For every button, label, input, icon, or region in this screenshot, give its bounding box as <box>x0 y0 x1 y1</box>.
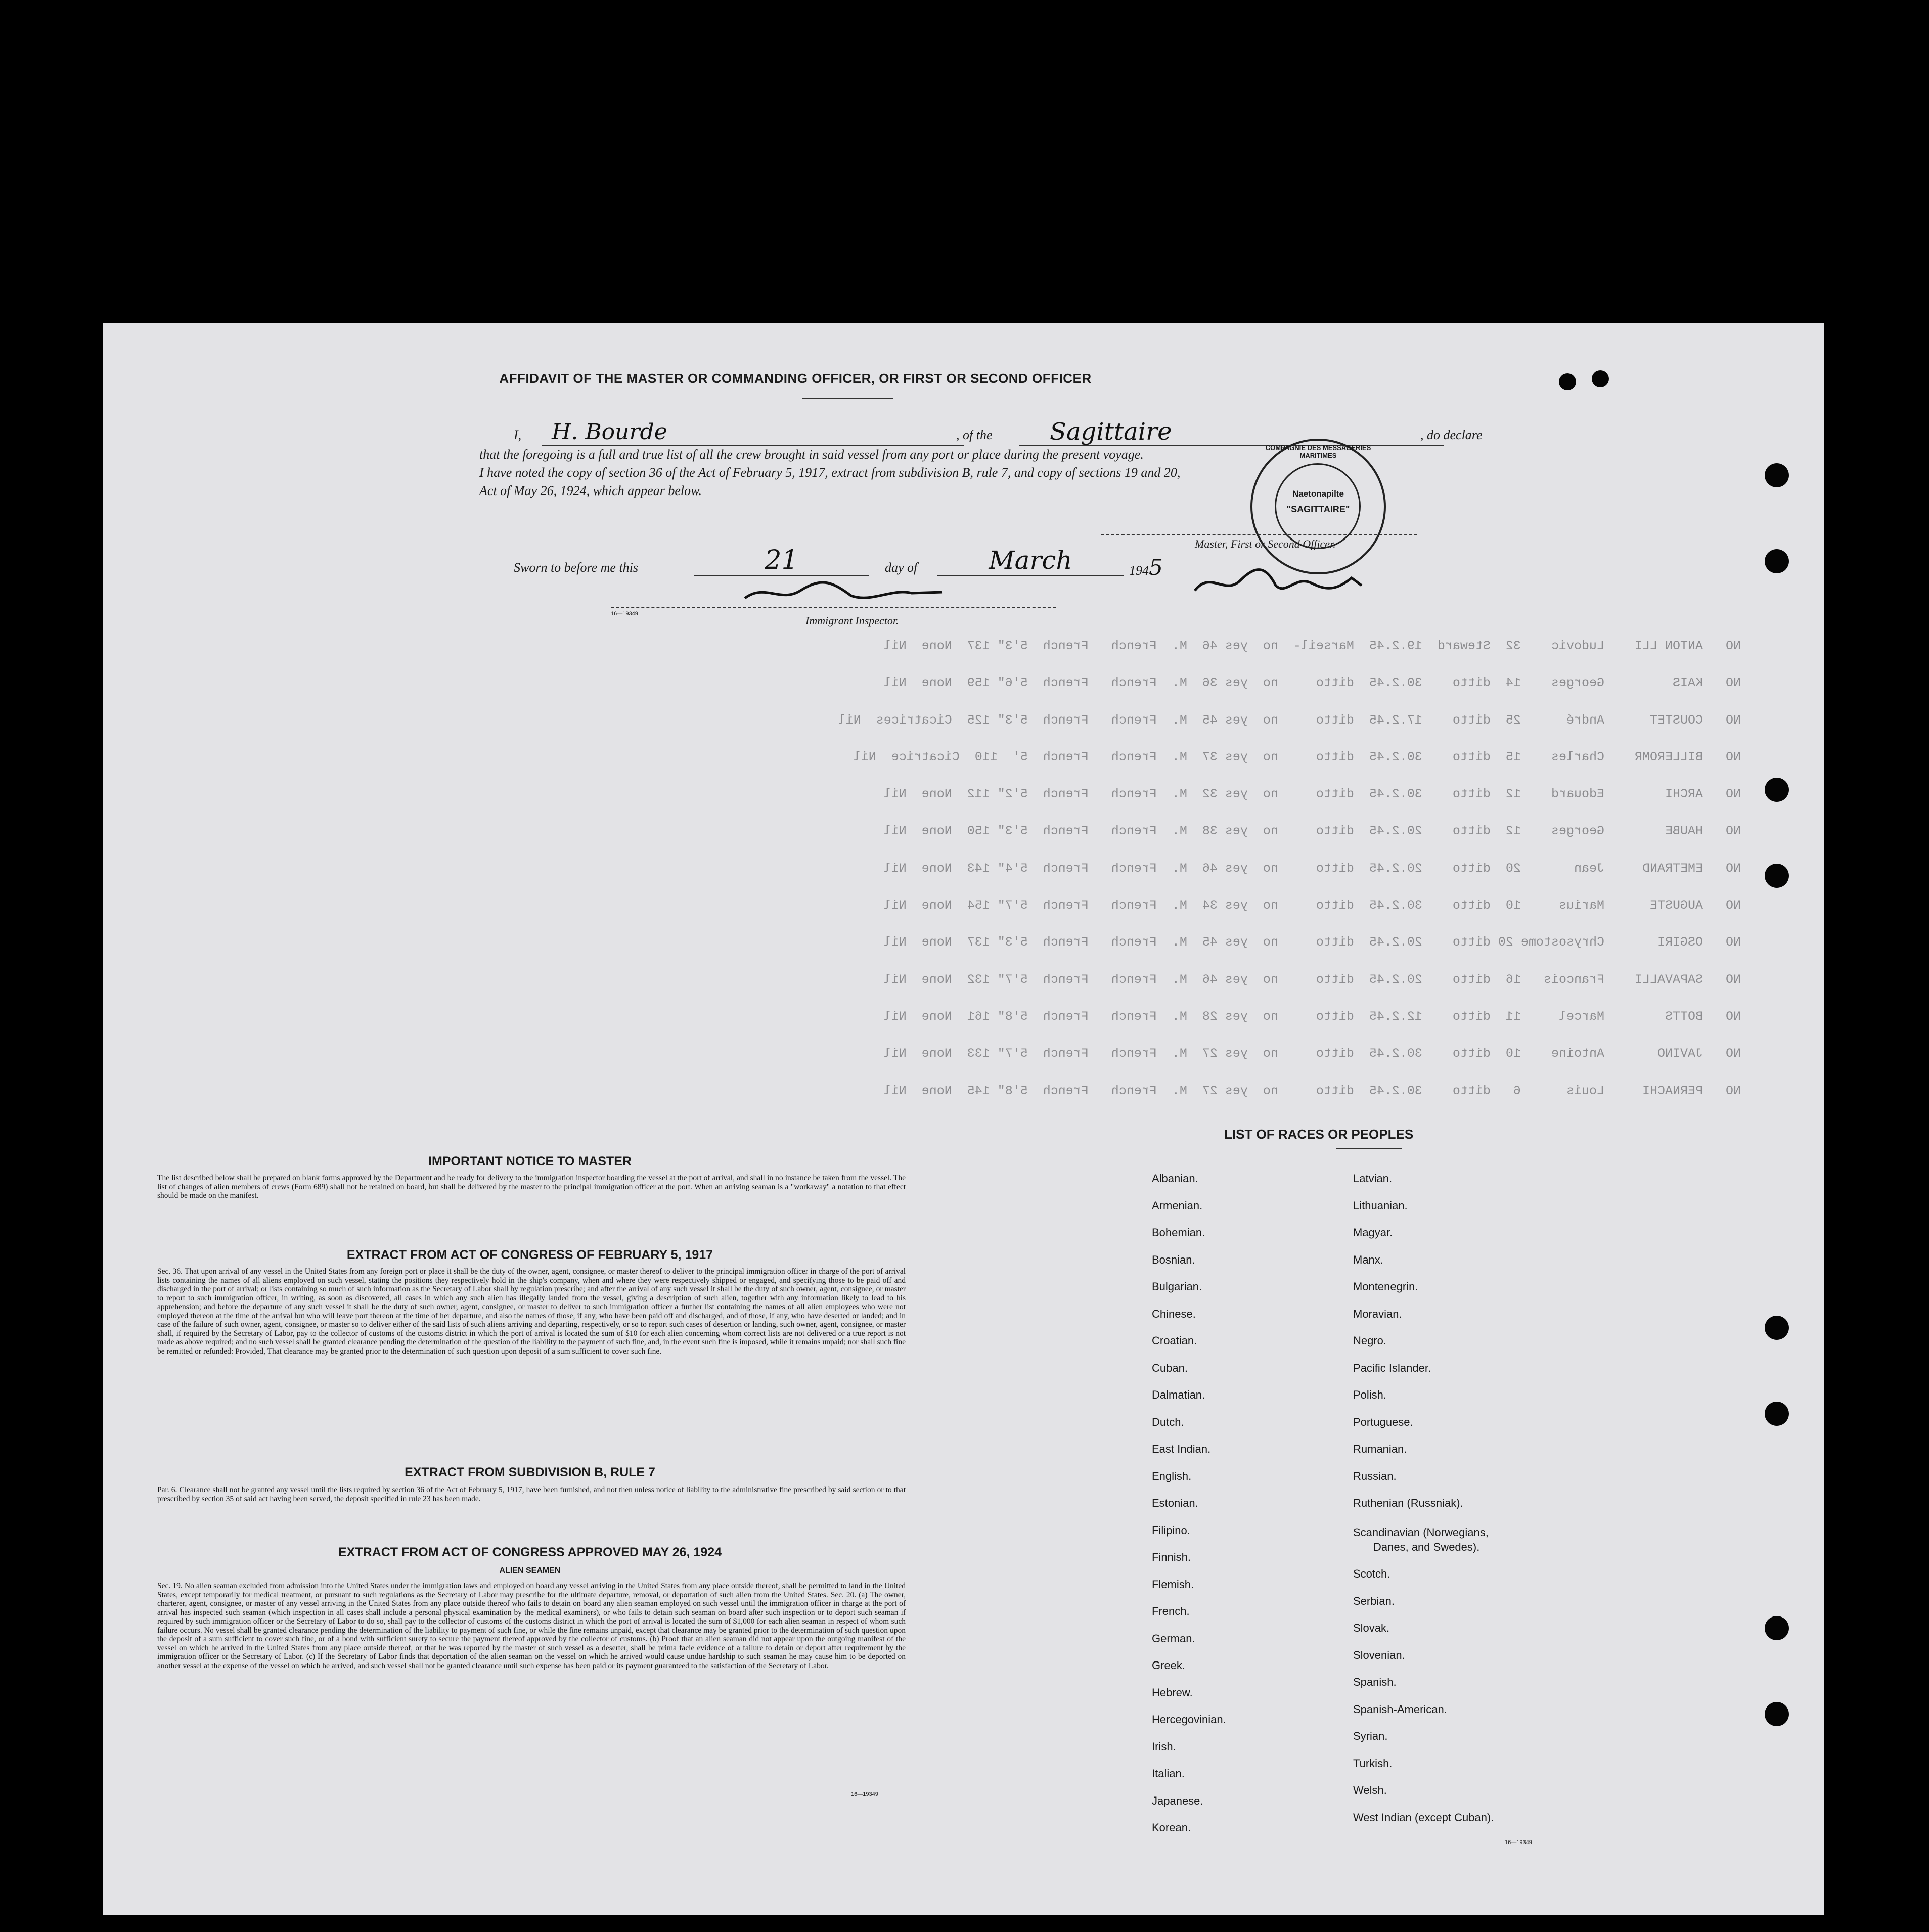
race-item: Finnish. <box>1152 1551 1191 1563</box>
declaration-line-2: that the foregoing is a full and true list of all the crew brought in said vessel from any port or place during the present voyage. <box>479 447 1144 462</box>
act1917-heading: EXTRACT FROM ACT OF CONGRESS OF FEBRUARY 5, 1917 <box>346 1248 713 1262</box>
binder-hole <box>1559 373 1576 390</box>
race-item: Syrian. <box>1353 1730 1388 1742</box>
race-item: Albanian. <box>1152 1172 1198 1185</box>
races-col-2 <box>1353 1172 1565 1838</box>
bleed-row: NO BILLEROMR Charles 15 ditto 30.2.45 ditto no yes 37 M. French French 5' 110 Cicatrice Nil <box>853 749 1741 765</box>
race-item: Flemish. <box>1152 1578 1194 1591</box>
bleed-row: NO SAPAVALLI Francois 16 ditto 20.2.45 ditto no yes 46 M. French French 5'7" 132 None Nil <box>883 972 1741 987</box>
binder-hole <box>1765 1402 1789 1426</box>
alien-seamen-heading: ALIEN SEAMEN <box>499 1566 561 1575</box>
race-item: Spanish-American. <box>1353 1702 1447 1716</box>
race-item: Russian. <box>1353 1469 1397 1482</box>
i-label: I, <box>514 428 522 442</box>
sworn-month: March <box>937 545 1124 576</box>
act1924-heading: EXTRACT FROM ACT OF CONGRESS APPROVED MAY 26, 1924 <box>338 1545 722 1559</box>
race-item: Turkish. <box>1353 1757 1393 1770</box>
race-item: Italian. <box>1152 1767 1185 1780</box>
year-prefix: 194 <box>1129 563 1149 578</box>
race-item: Bosnian. <box>1152 1253 1195 1266</box>
race-item: Estonian. <box>1152 1497 1198 1509</box>
race-item: Irish. <box>1152 1740 1176 1753</box>
race-item: Bohemian. <box>1152 1226 1205 1239</box>
race-item: Manx. <box>1353 1253 1383 1266</box>
do-declare-label: , do declare <box>1420 428 1483 442</box>
race-item: Hercegovinian. <box>1152 1713 1226 1726</box>
race-item: French. <box>1152 1605 1190 1618</box>
act1924-body: Sec. 19. No alien seaman excluded from admission into the United States under the immigration laws and employed on board any vessel arriving in the United States from any place outside thereof, shall be permitted to land in the United States, except temporarily for medical treatment, or pursuant to such regulations as the Secretary of Labor may prescribe for the ultimate departure, removal, or deportation of such alien from the United States. Sec. 20. (a) The owner, charterer, agent, consignee, or master of any vessel arriving in the United States from any place outside thereof who fails to detain on board any alien seaman employed on such vessel until the immigration officer in charge at the port of arrival has inspected such seaman (which inspection in all cases shall include a personal physical examination by the medical examiners), or who fails to detain such seaman on board after such inspection or to deport such seaman if required by such immigration officer or the Secretary of Labor to do so, shall pay to the collector of customs of the customs district in which the port of arrival is located the sum of $1,000 for each alien seaman in respect of whom such failure occurs. No vessel shall be granted clearance pending the determination of the liability to payment of such fine, or while the fine remains unpaid, except that clearance may be granted prior to the determination of such question upon the deposit of a sum sufficient to cover such fine, or of a bond with sufficient surety to secure the payment thereof approved by the collector of customs. (b) Proof that an alien seaman did not appear upon the outgoing manifest of the vessel on which he arrived in the United States from any place outside thereof, or that he was reported by the master of such vessel as a deserter, shall be prima facie evidence of a failure to detain or deport after requirement by the immigration officer or the Secretary of Labor. (c) If the Secretary of Labor finds that deportation of the alien seaman on the vessel on which he arrived would cause undue hardship to such seaman he may cause him to be deported on another vessel at the expense of the vessel on which he arrived, and such vessel shall not be granted clearance until such expense has been paid or its payment guaranteed to the satisfaction of the Secretary of Labor. <box>157 1582 906 1670</box>
race-item: Pacific Islander. <box>1353 1361 1431 1374</box>
race-item: Cuban. <box>1152 1361 1188 1374</box>
race-item: Scotch. <box>1353 1567 1390 1580</box>
race-item: Greek. <box>1152 1659 1186 1672</box>
race-item: Polish. <box>1353 1388 1387 1401</box>
notice-heading: IMPORTANT NOTICE TO MASTER <box>428 1154 632 1169</box>
race-item: West Indian (except Cuban). <box>1353 1811 1494 1824</box>
bleed-row: NO KAIS Georges 14 ditto 30.2.45 ditto no yes 36 M. French French 5'6" 159 None Nil <box>883 676 1741 691</box>
day-of-label: day of <box>885 560 918 575</box>
binder-hole <box>1765 463 1789 487</box>
vessel-stamp <box>1250 439 1386 574</box>
inspector-signature <box>740 578 952 608</box>
form-number-races: 16—19349 <box>1505 1839 1532 1846</box>
binder-hole <box>1765 549 1789 573</box>
binder-hole <box>1765 1316 1789 1340</box>
act1917-body: Sec. 36. That upon arrival of any vessel in the United States from any foreign port or place it shall be the duty of the owner, agent, consignee, or master thereof to deliver to the principal immigration officer in charge of the port of arrival lists containing the names of all aliens employed on such vessel, stating the positions they respectively hold in the ship's company, when and where they were respectively shipped or engaged, and specifying those to be paid off and discharged in the port of arrival; or lists containing so much of such information as the Secretary of Labor shall by regulation prescribe; and after the arrival of any such vessel it shall be the duty of such owner, agent, consignee, or master to report to such immigration officer, in writing, as soon as discovered, all cases in which any such alien has illegally landed from the vessel, giving a description of such alien, together with any information likely to lead to his apprehension; and before the departure of any such vessel it shall be the duty of such owner, agent, consignee, or master to deliver to such immigration officer a further list containing the names of all alien employees who were not employed thereon at the time of the arrival but who will leave port thereon at the time of her departure, and also the names of those, if any, who have been paid off and discharged, and of those, if any, who have deserted or landed; and in case of the failure of such owner, agent, consignee, or master so to deliver either of the said lists of such aliens arriving and departing, respectively, or so to report such cases of desertion or landing, such owner, agent, consignee, or master shall, if required by the Secretary of Labor, pay to the collector of customs of the customs district in which the port of arrival is located the sum of $10 for each alien concerning whom correct lists are not delivered or a true report is not made as above required; and no such vessel shall be granted clearance pending the determination of the question of the liability to the payment of such fine, and, in the event such fine is imposed, while it remains unpaid; nor shall such fine be remitted or refunded: Provided, That clearance may be granted prior to the determination of such question upon deposit of a sum sufficient to cover such fine. <box>157 1267 906 1356</box>
race-item: Portuguese. <box>1353 1415 1413 1428</box>
sworn-label: Sworn to before me this <box>514 560 639 575</box>
stamp-line-1: Naetonapilte <box>1292 489 1344 499</box>
bleed-row: NO BOTTS Marcel 11 ditto 12.2.45 ditto no yes 28 M. French French 5'8" 161 None Nil <box>883 1009 1741 1024</box>
races-rule <box>1336 1148 1402 1149</box>
officer-caption: Master, First or Second Officer. <box>1195 537 1336 550</box>
bleed-row: NO ANTON LLI Ludovic 32 Steward 19.2.45 Marseil- no yes 46 M. French French 5'3" 137 None Nil <box>883 639 1741 653</box>
race-item: Moravian. <box>1353 1307 1402 1320</box>
race-item: Latvian. <box>1353 1172 1393 1185</box>
bleed-row: NO ARCHI Edouard 12 ditto 30.2.45 ditto no yes 32 M. French French 5'2" 112 None Nil <box>883 787 1741 802</box>
race-item: Japanese. <box>1152 1794 1203 1807</box>
bleed-row: NO OSGIRI Chrysostome 20 ditto 20.2.45 ditto no yes 45 M. French French 5'3" 137 None Nil <box>883 935 1741 950</box>
race-item: Magyar. <box>1353 1226 1393 1239</box>
race-item: Rumanian. <box>1353 1443 1407 1455</box>
race-item: Lithuanian. <box>1353 1199 1408 1212</box>
declaration-line-4: Act of May 26, 1924, which appear below. <box>479 483 702 498</box>
bleed-row: NO EMETRAND Jean 20 ditto 20.2.45 ditto no yes 46 M. French French 5'4" 143 None Nil <box>883 861 1741 876</box>
race-item: Chinese. <box>1152 1307 1196 1320</box>
race-item: Korean. <box>1152 1821 1191 1834</box>
sworn-day: 21 <box>694 545 869 576</box>
race-item: Scandinavian (Norwegians, <box>1353 1525 1489 1539</box>
binder-hole <box>1765 1616 1789 1640</box>
races-heading: LIST OF RACES OR PEOPLES <box>1224 1127 1414 1142</box>
form-number-top: 16—19349 <box>611 611 638 617</box>
stamp-line-2: "SAGITTAIRE" <box>1286 504 1350 514</box>
form-number-notice: 16—19349 <box>851 1791 878 1798</box>
race-item: Slovenian. <box>1353 1648 1405 1661</box>
year-suffix: 5 <box>1149 555 1163 580</box>
year <box>1129 555 1163 580</box>
bleed-through-area <box>366 639 1741 1120</box>
race-item: Bulgarian. <box>1152 1280 1202 1293</box>
bleed-row: NO COUSTET André 25 ditto 17.2.45 ditto no yes 45 M. French French 5'3" 125 Cicatrices Nil <box>838 712 1741 728</box>
vessel-name: Sagittaire <box>1019 418 1444 446</box>
declaration-line-3: I have noted the copy of section 36 of the Act of February 5, 1917, extract from subdivision B, rule 7, and copy of sections 19 and 20, <box>479 465 1181 480</box>
race-item: Danes, and Swedes). <box>1373 1540 1480 1553</box>
race-item: Welsh. <box>1353 1784 1387 1796</box>
race-item: Negro. <box>1353 1334 1387 1347</box>
race-item: Hebrew. <box>1152 1686 1193 1699</box>
race-item: German. <box>1152 1632 1195 1645</box>
races-col-1 <box>1152 1172 1304 1849</box>
race-item: Croatian. <box>1152 1334 1197 1347</box>
master-signature <box>1190 560 1372 601</box>
race-item: Spanish. <box>1353 1676 1397 1688</box>
title-rule <box>802 398 893 399</box>
affidavit-title: AFFIDAVIT OF THE MASTER OR COMMANDING OFFICER, OR FIRST OR SECOND OFFICER <box>499 371 1092 386</box>
bleed-row: NO PERNACHI Louis 6 ditto 30.2.45 ditto no yes 27 M. French French 5'8" 145 None Nil <box>883 1083 1741 1098</box>
rule7-heading: EXTRACT FROM SUBDIVISION B, RULE 7 <box>405 1465 655 1479</box>
binder-hole <box>1765 1702 1789 1726</box>
binder-hole <box>1765 864 1789 888</box>
race-item: Montenegrin. <box>1353 1280 1418 1293</box>
race-item: Slovak. <box>1353 1622 1390 1634</box>
race-item: Armenian. <box>1152 1199 1203 1212</box>
stamp-ring-text: COMPAGNIE DES MESSAGERIES MARITIMES <box>1265 444 1371 459</box>
race-item: Serbian. <box>1353 1594 1395 1607</box>
inspector-signature-line <box>611 607 1056 608</box>
race-item: Dalmatian. <box>1152 1388 1205 1401</box>
inspector-caption: Immigrant Inspector. <box>805 614 899 627</box>
bleed-row: NO AUGUSTE Marius 10 ditto 30.2.45 ditto no yes 34 M. French French 5'7" 154 None Nil <box>883 898 1741 913</box>
bleed-row: NO HAUBE Georges 12 ditto 20.2.45 ditto no yes 38 M. French French 5'3" 150 None Nil <box>883 824 1741 839</box>
manifest-page <box>103 323 1824 1915</box>
binder-hole <box>1765 778 1789 802</box>
notice-body: The list described below shall be prepared on blank forms approved by the Department and be ready for delivery to the immigration inspector boarding the vessel at the port of arrival, and shall in no instance be taken from the vessel. The list of changes of alien members of crews (Form 689) shall not be retained on board, but shall be delivered by the master to the principal immigration officer at the port. When an arriving seaman is a "workaway" a notation to that effect should be made on the manifest. <box>157 1174 906 1200</box>
race-item: Ruthenian (Russniak). <box>1353 1497 1463 1509</box>
rule7-body: Par. 6. Clearance shall not be granted any vessel until the lists required by section 36 of the Act of February 5, 1917, have been furnished, and not then unless notice of liability to the administrative fine prescribed by said section or to that prescribed by section 35 of said act having been served, the deposit specified in rule 23 has been made. <box>157 1486 906 1503</box>
race-item: Filipino. <box>1152 1523 1190 1537</box>
master-name: H. Bourde <box>542 419 964 446</box>
race-item: East Indian. <box>1152 1443 1211 1455</box>
of-the-label: , of the <box>956 428 993 442</box>
binder-hole <box>1592 370 1609 387</box>
race-item: Dutch. <box>1152 1415 1184 1428</box>
bleed-row: NO JAVINO Antoine 10 ditto 30.2.45 ditto no yes 27 M. French French 5'7" 133 None Nil <box>883 1046 1741 1061</box>
race-item: English. <box>1152 1469 1192 1482</box>
